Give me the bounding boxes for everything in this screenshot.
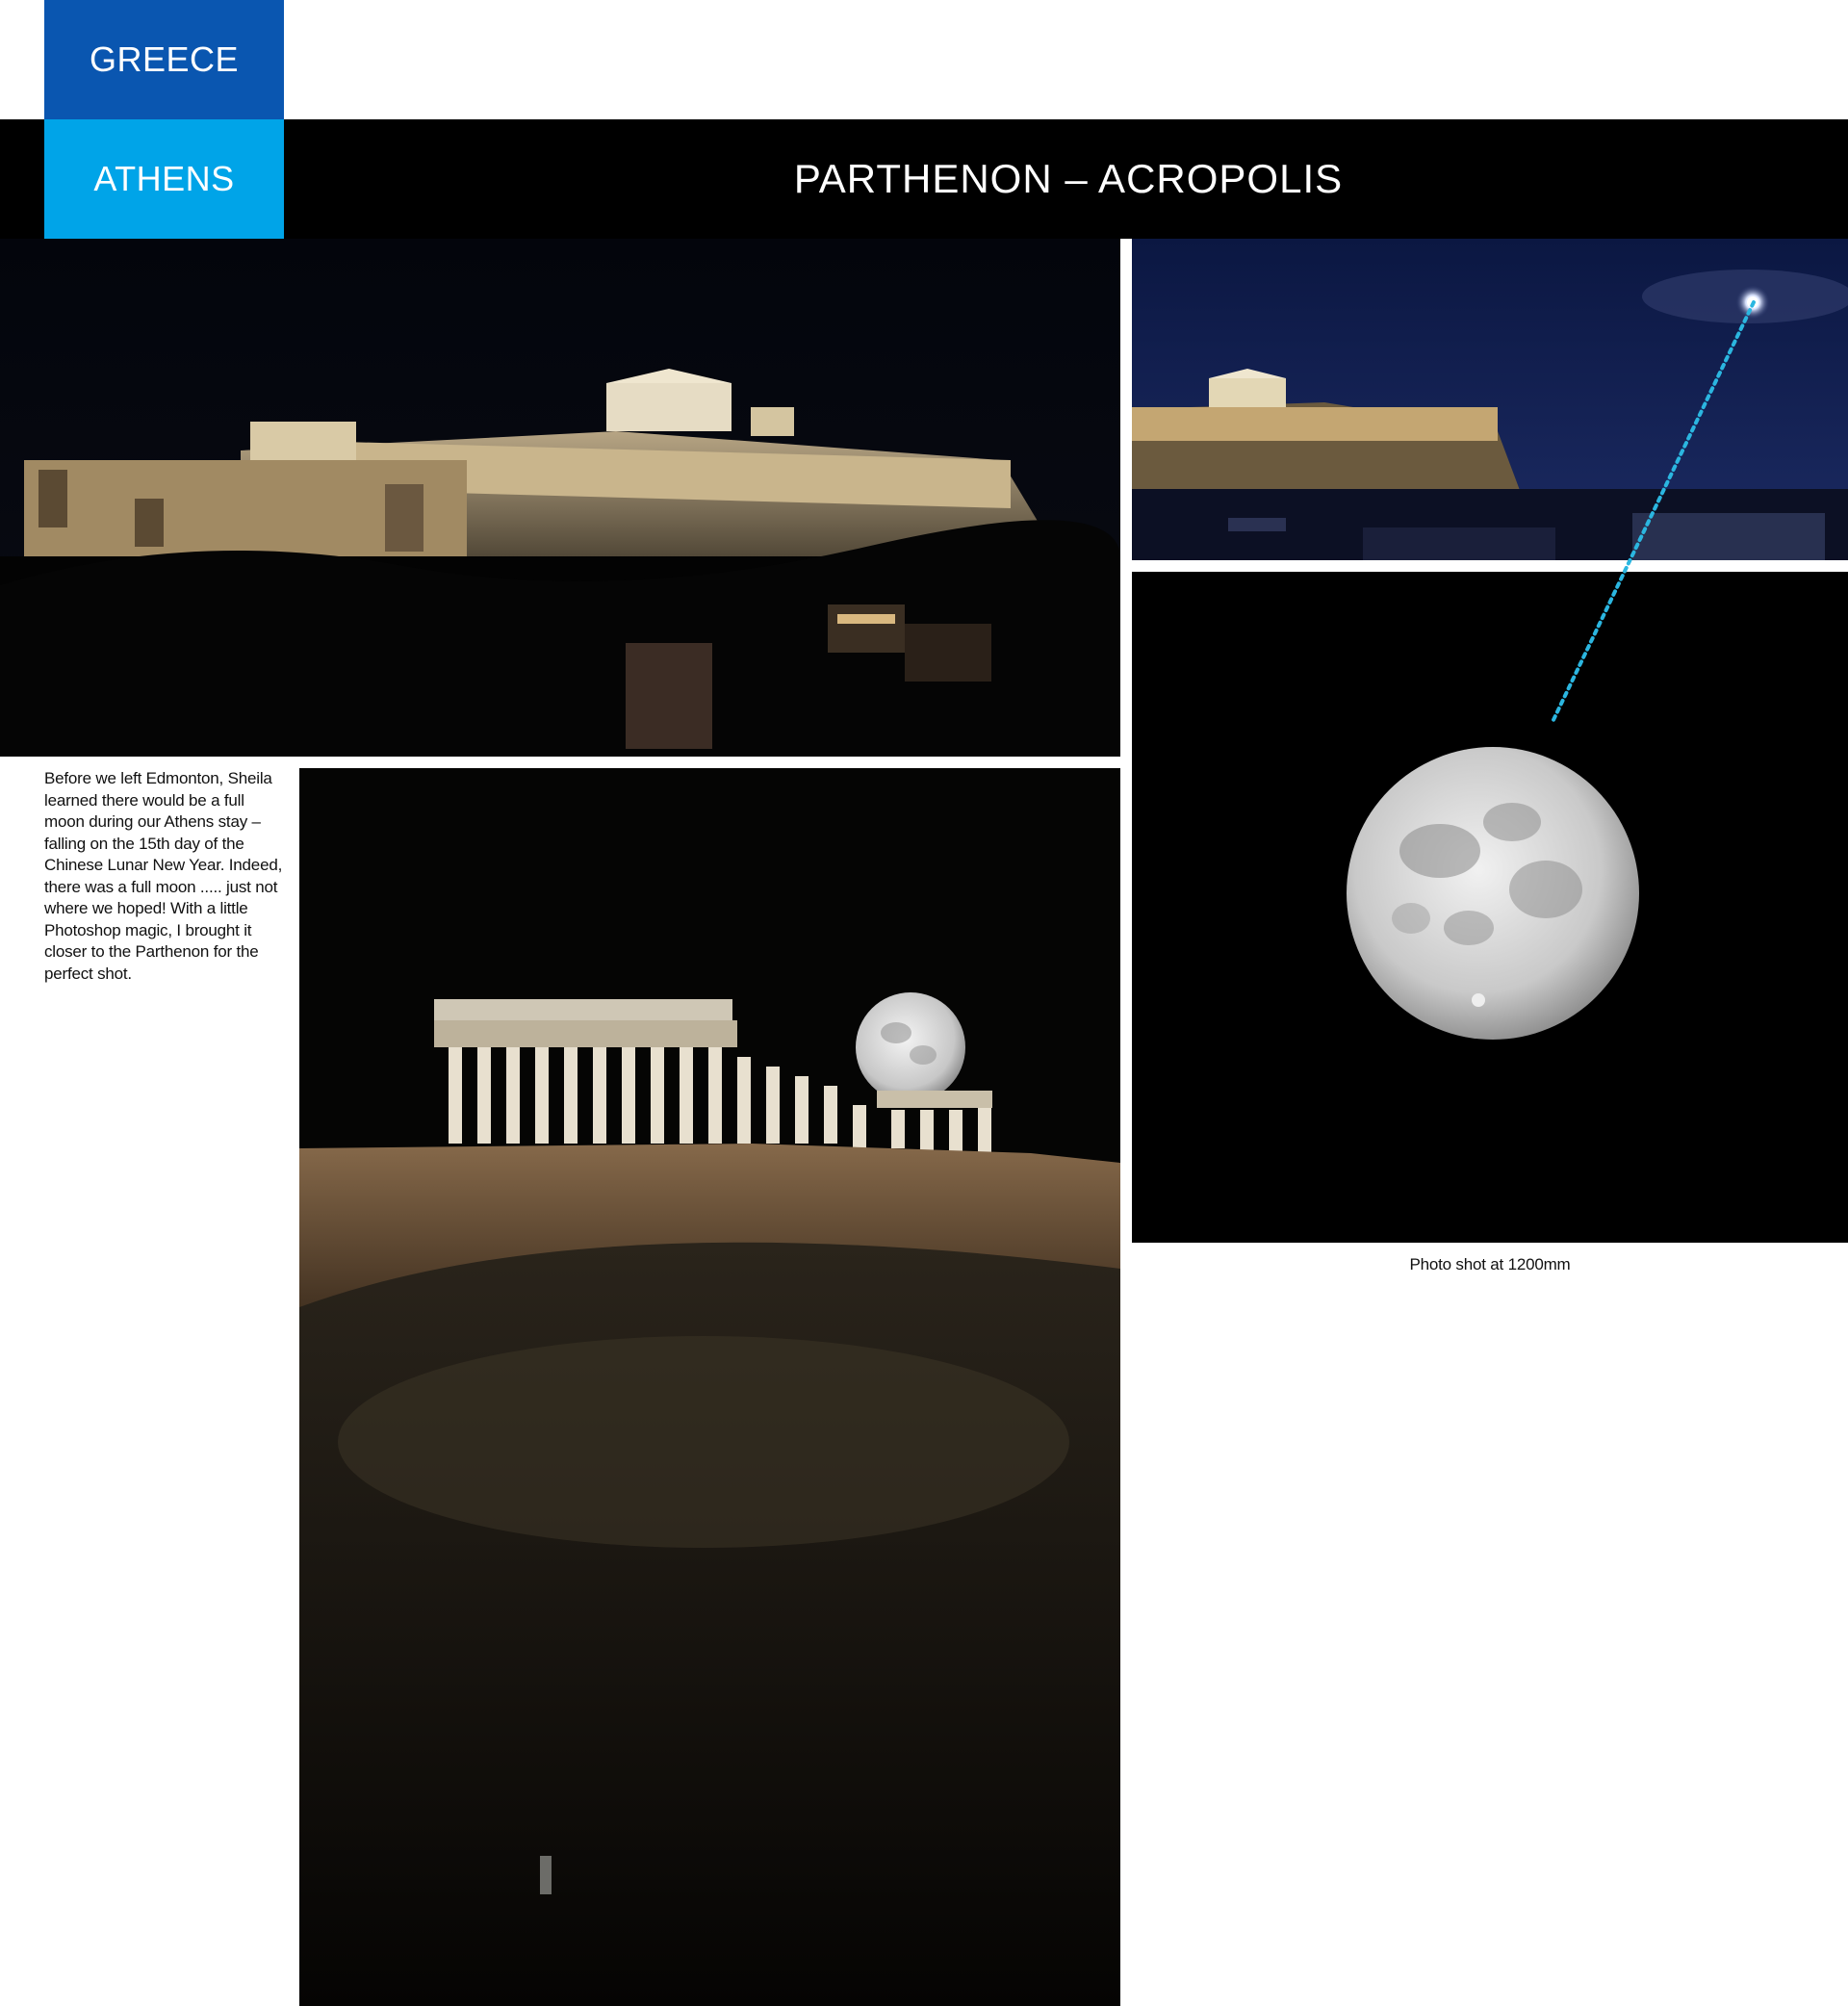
city-label: ATHENS <box>93 159 235 198</box>
photo-acropolis-moonrise <box>1132 239 1848 560</box>
country-label: GREECE <box>89 39 240 79</box>
photo-acropolis-night-panorama <box>0 239 1120 757</box>
country-tag <box>44 0 284 119</box>
photo-parthenon-moon-composite <box>299 768 1120 2006</box>
city-tag <box>44 119 284 239</box>
photo-full-moon-closeup <box>1132 572 1848 1243</box>
page-title: PARTHENON – ACROPOLIS <box>793 156 1344 201</box>
lens-caption: Photo shot at 1200mm <box>1409 1255 1571 1273</box>
story-caption: Before we left Edmonton, Sheila learned there would be a full moon during our Athens stay – falling on the 15th day of the Chinese Lunar New Year. Indeed, there was a full moon ..... just not where we hoped! With a little Photoshop magic, I brought it closer to the Parthenon for the perfect shot. <box>44 769 283 983</box>
